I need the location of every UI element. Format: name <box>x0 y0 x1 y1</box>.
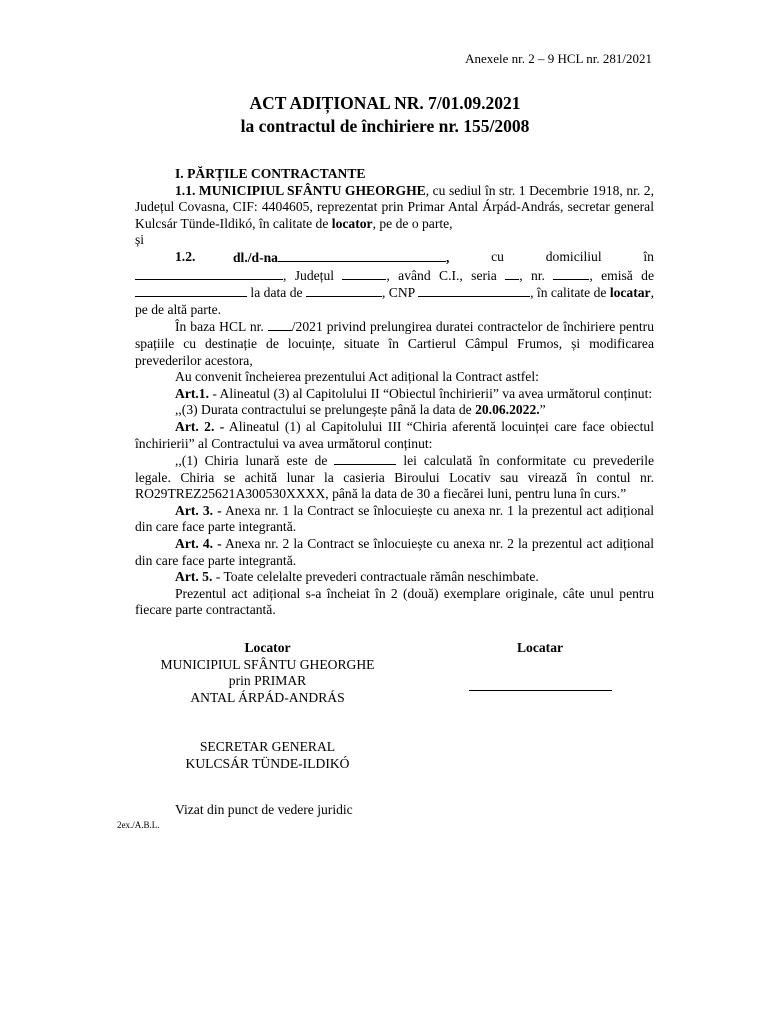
issued-by-blank[interactable] <box>135 284 247 297</box>
secretary-title: SECRETAR GENERAL <box>199 739 336 754</box>
id-series-blank[interactable] <box>505 267 519 280</box>
name-blank[interactable] <box>278 249 446 262</box>
secretary-name: KULCSÁR TÜNDE-ILDIKÓ <box>185 755 350 771</box>
secretary-signature <box>135 739 400 772</box>
domicile-word-2: domiciliul <box>545 248 602 264</box>
locatar-signature <box>440 640 640 691</box>
legal-visa: Vizat din punct de vedere juridic <box>175 802 353 817</box>
agreement-paragraph: Au convenit încheierea prezentului Act adițional la Contract astfel: <box>175 369 539 385</box>
and-word: și <box>135 232 145 248</box>
party-1-end: , pe de o parte, <box>372 215 453 231</box>
cnp-blank[interactable] <box>418 284 530 297</box>
domicile-blank[interactable] <box>135 267 283 280</box>
county-blank[interactable] <box>342 267 386 280</box>
locatar-label: Locatar <box>516 640 564 655</box>
party-1-text: , cu sediul în str. 1 Decembrie 1918, nr. 2, Județul Covasna, CIF: 4404605, reprezentat prin Primar Antal Árpád-András, secretar general Kulcsár Tünde-Ildikó, în calitate de <box>135 182 654 231</box>
id-number-blank[interactable] <box>553 267 589 280</box>
locator-signature <box>135 640 400 706</box>
party-1-number: 1.1. <box>175 182 196 198</box>
locator-mayor: ANTAL ÁRPÁD-ANDRÁS <box>190 689 345 705</box>
locator-label: Locator <box>244 640 291 655</box>
party-1-paragraph <box>135 183 654 233</box>
rent-amount-blank[interactable] <box>334 452 396 465</box>
party-1-role: locator <box>331 215 373 231</box>
basis-paragraph: În baza HCL nr. /2021 privind prelungirea duratei contractelor de închiriere pentru spațiile cu destinație de locuințe, situate în Cartierul Câmpul Frumos, și modificarea prevederilor acestora, <box>135 319 654 368</box>
article-1-quote: ,,(3) Durata contractului se prelungește până la data de 20.06.2022.” <box>175 402 546 418</box>
party-2-role: locatar <box>609 285 651 301</box>
article-1: Art.1. - Alineatul (3) al Capitolului II “Obiectul închirierii” va avea următorul conținut: <box>175 385 653 401</box>
party-2-number: 1.2. <box>175 248 196 264</box>
annex-reference: Anexele nr. 2 – 9 HCL nr. 281/2021 <box>465 51 652 66</box>
document-body <box>135 166 654 619</box>
closing-paragraph: Prezentul act adițional s-a încheiat în 2 (două) exemplare originale, câte unul pentru fiecare parte contractantă. <box>135 585 654 618</box>
section-heading: I. PĂRȚILE CONTRACTANTE <box>175 166 366 181</box>
extension-date: 20.06.2022. <box>475 402 540 418</box>
locatar-signature-line[interactable] <box>469 689 612 691</box>
domicile-word-3: în <box>643 248 654 264</box>
domicile-word-1: cu <box>491 248 504 264</box>
party-1-name: MUNICIPIUL SFÂNTU GHEORGHE <box>198 182 426 198</box>
party-2-first-line <box>135 249 654 267</box>
locator-by: prin PRIMAR <box>228 673 307 689</box>
locator-entity: MUNICIPIUL SFÂNTU GHEORGHE <box>160 656 375 672</box>
article-2: Art. 2. - Alineatul (1) al Capitolului III “Chiria aferentă locuinței care face obiectul închirierii” al Contractului va avea următorul conținut: <box>135 418 654 451</box>
article-4: Art. 4. - Anexa nr. 2 la Contract se înlocuiește cu anexa nr. 2 la prezentul act adițional din care face parte integrantă. <box>135 536 655 568</box>
article-2-quote: ,,(1) Chiria lunară este de lei calculată în conformitate cu prevederile legale. Chiria se achită lunar la casieria Biroului Locativ sau virează în contul nr. RO29TREZ25621A300530XXXX, până la data de 30 a fiecărei luni, pentru luna în curs.” <box>135 453 655 502</box>
title-line-1: ACT ADIȚIONAL NR. 7/01.09.2021 <box>249 93 521 113</box>
copies-initials: 2ex./A.B.L. <box>117 820 160 830</box>
party-2-prefix: dl./d-na , <box>233 249 450 265</box>
article-5: Art. 5. - Toate celelalte prevederi contractuale rămân neschimbate. <box>175 569 539 585</box>
title-line-2: la contractul de închiriere nr. 155/2008 <box>240 116 530 136</box>
article-3: Art. 3. - Anexa nr. 1 la Contract se înlocuiește cu anexa nr. 1 la prezentul act adițional din care face parte integrantă. <box>135 502 655 535</box>
party-2-paragraph: , Județul , având C.I., seria , nr. , emisă de la data de , CNP , în calitate de locatar, pe de altă parte. <box>135 267 654 317</box>
hcl-number-blank[interactable] <box>268 318 292 331</box>
document-title <box>0 92 770 138</box>
issue-date-blank[interactable] <box>306 284 382 297</box>
